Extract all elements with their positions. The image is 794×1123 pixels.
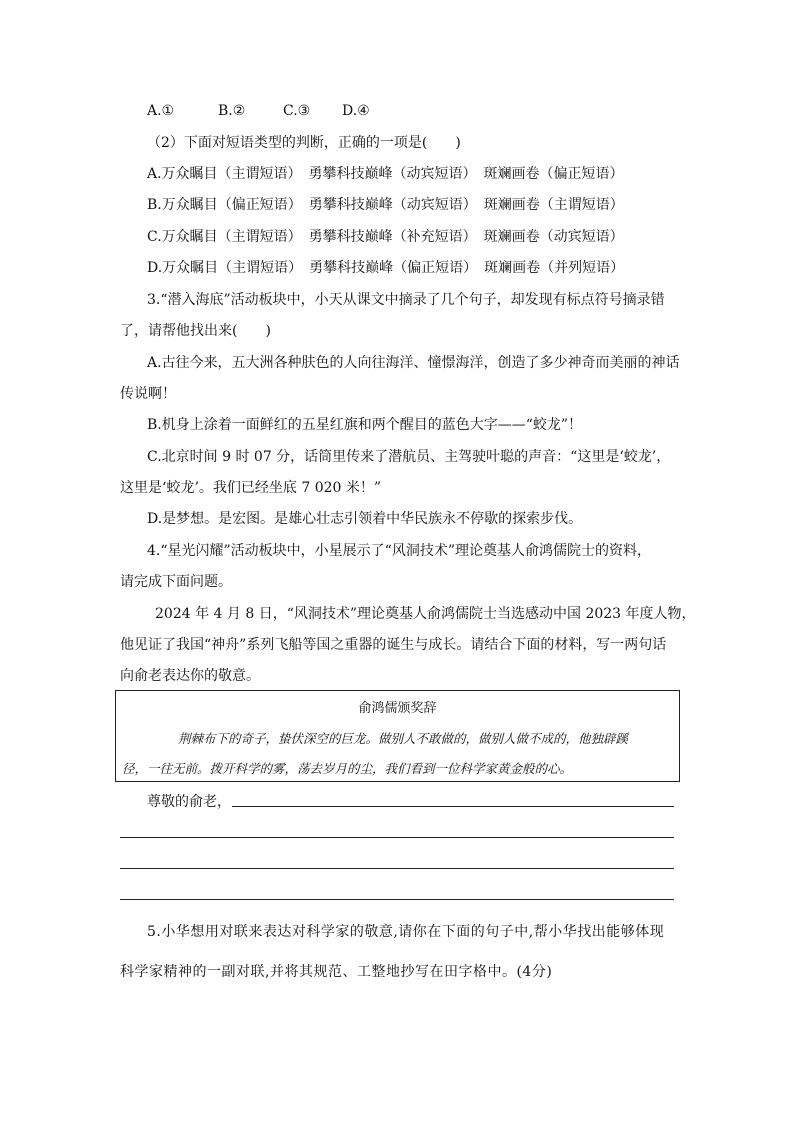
q3-stem-line2: 了，请帮他找出来( ) xyxy=(120,323,271,339)
option-c: C.③ xyxy=(283,103,311,119)
q2-stem: （2）下面对短语类型的判断，正确的一项是( ) xyxy=(147,135,461,151)
q3-choice-c-line2: 这里是‘蛟龙’。我们已经坐底 7 020 米！” xyxy=(120,480,382,496)
q4-stem-line1: 4.“星光闪耀”活动板块中，小星展示了“风洞技术”理论奠基人俞鸿儒院士的资料， xyxy=(147,543,651,559)
answer-line-1[interactable] xyxy=(232,806,674,807)
q5-line1: 5.小华想用对联来表达对科学家的敬意,请你在下面的句子中,帮小华找出能够体现 xyxy=(147,924,665,940)
q3-choice-b: B.机身上涂着一面鲜红的五星红旗和两个醒目的蓝色大字——“蛟龙”！ xyxy=(147,417,583,433)
salutation: 尊敬的俞老， xyxy=(147,794,231,810)
q2-choice-b: B.万众瞩目（偏正短语） 勇攀科技巅峰（动宾短语） 斑斓画卷（主谓短语） xyxy=(147,197,624,213)
q2-choice-c: C.万众瞩目（主谓短语） 勇攀科技巅峰（补充短语） 斑斓画卷（动宾短语） xyxy=(147,229,624,245)
option-d: D.④ xyxy=(342,103,370,119)
award-citation-title: 俞鸿儒颁奖辞 xyxy=(358,701,437,716)
option-a: A.① xyxy=(147,103,175,119)
q4-paragraph-line3: 向俞老表达你的敬意。 xyxy=(120,668,260,684)
q2-choice-d: D.万众瞩目（主谓短语） 勇攀科技巅峰（偏正短语） 斑斓画卷（并列短语） xyxy=(147,260,625,276)
q3-choice-c-line1: C.北京时间 9 时 07 分，话筒里传来了潜航员、主驾驶叶聪的声音：“这里是‘蛟龙’， xyxy=(147,449,671,465)
award-citation-line1: 荆棘布下的奇子，蛰伏深空的巨龙。做别人不敢做的，做别人做不成的，他独辟蹊 xyxy=(178,731,629,746)
q3-choice-d: D.是梦想。是宏图。是雄心壮志引领着中华民族永不停歇的探索步伐。 xyxy=(147,511,583,527)
q4-paragraph-line1: 2024 年 4 月 8 日，“风洞技术”理论奠基人俞鸿儒院士当选感动中国 2023 年度人物， xyxy=(155,606,696,622)
q4-paragraph-line2: 他见证了我国“神舟”系列飞船等国之重器的诞生与成长。请结合下面的材料，写一两句话 xyxy=(120,637,667,653)
award-citation-box xyxy=(115,690,680,782)
answer-line-2[interactable] xyxy=(120,837,674,838)
award-citation-line2: 径，一往无前。拨开科学的雾，荡去岁月的尘，我们看到一位科学家黄金般的心。 xyxy=(122,761,573,776)
answer-line-4[interactable] xyxy=(120,899,674,900)
option-b: B.② xyxy=(218,103,246,119)
q4-stem-line2: 请完成下面问题。 xyxy=(120,574,232,590)
q3-choice-a-line2: 传说啊！ xyxy=(120,386,176,402)
q5-line2: 科学家精神的一副对联,并将其规范、工整地抄写在田字格中。(4分) xyxy=(120,964,553,980)
q2-choice-a: A.万众瞩目（主谓短语） 勇攀科技巅峰（动宾短语） 斑斓画卷（偏正短语） xyxy=(147,166,624,182)
q3-choice-a-line1: A.古往今来，五大洲各种肤色的人向往海洋、憧憬海洋，创造了多少神奇而美丽的神话 xyxy=(147,355,680,371)
q3-stem-line1: 3.“潜入海底”活动板块中，小天从课文中摘录了几个句子，却发现有标点符号摘录错 xyxy=(147,292,665,308)
answer-line-3[interactable] xyxy=(120,868,674,869)
